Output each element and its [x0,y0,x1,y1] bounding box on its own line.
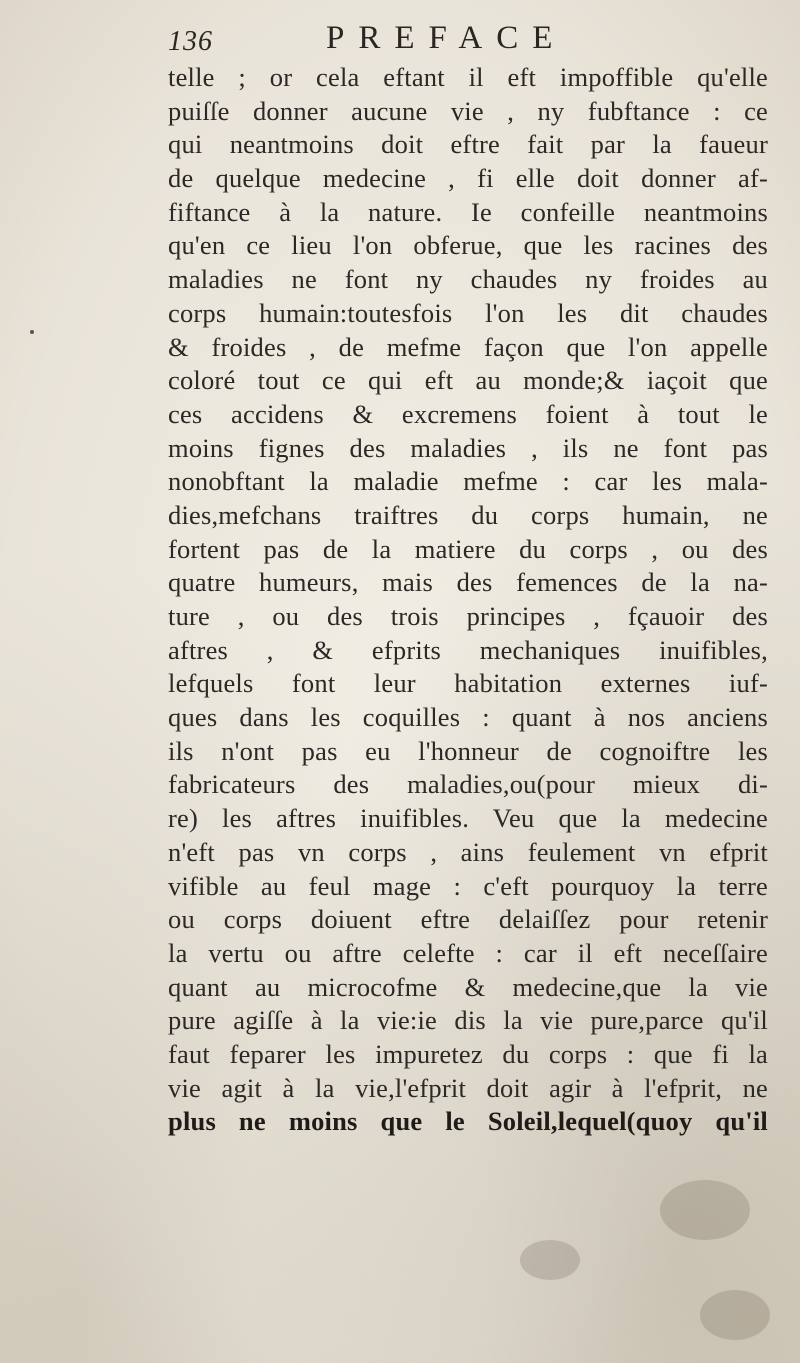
margin-ink-dot [30,330,34,334]
text-line: ou corps doiuent eftre delaiſſez pour retenir [168,904,768,935]
text-line: aftres , & efprits mechaniques inuifibles, [168,634,768,665]
text-line: ces accidens & excremens foient à tout le [168,398,768,429]
text-line: coloré tout ce qui eft au monde;& iaçoit que [168,365,768,396]
text-line: plus ne moins que le Soleil,lequel(quoy qu'il [168,1106,768,1137]
text-line: puiſſe donner aucune vie , ny fubftance : ce [168,95,768,126]
text-line: nonobftant la maladie mefme : car les mala- [168,466,768,497]
text-line: maladies ne font ny chaudes ny froides au [168,264,768,295]
text-line: ils n'ont pas eu l'honneur de cognoiftre les [168,735,768,766]
text-line: & froides , de mefme façon que l'on appelle [168,331,768,362]
page-header [168,18,638,58]
text-line: ture , ou des trois principes , fçauoir des [168,601,768,631]
body-text [168,61,768,1139]
text-line: vie agit à la vie,l'efprit doit agir à l'efprit, ne [168,1072,768,1103]
page-number: 136 [168,26,213,57]
text-line: fiftance à la nature. Ie confeille neantmoins [168,196,768,227]
text-line: telle ; or cela eftant il eft impoffible qu'elle [168,62,768,92]
text-line: n'eft pas vn corps , ains feulement vn efprit [168,836,768,867]
text-line: moins fignes des maladies , ils ne font pas [168,432,768,463]
text-line: fabricateurs des maladies,ou(pour mieux di- [168,769,768,800]
text-line: pure agiſſe à la vie:ie dis la vie pure,parce qu'il [168,1005,768,1036]
paper-stain [700,1290,770,1340]
text-line: lefquels font leur habitation externes iuf- [168,668,768,699]
text-line: dies,mefchans traiftres du corps humain, ne [168,499,768,530]
text-line: qu'en ce lieu l'on obferue, que les racines des [168,230,768,261]
text-line: la vertu ou aftre celefte : car il eft neceſſaire [168,937,768,968]
running-head: PREFACE [326,20,567,56]
text-line: faut feparer les impuretez du corps : que fi la [168,1038,768,1069]
text-line: corps humain:toutesfois l'on les dit chaudes [168,297,768,328]
text-line: ques dans les coquilles : quant à nos anciens [168,702,768,733]
text-line: re) les aftres inuifibles. Veu que la medecine [168,803,768,834]
text-line: vifible au feul mage : c'eft pourquoy la terre [168,870,768,901]
paper-stain [520,1240,580,1280]
text-line: quatre humeurs, mais des femences de la na- [168,567,768,598]
text-line: quant au microcofme & medecine,que la vie [168,971,768,1002]
text-line: de quelque medecine , fi elle doit donner af- [168,163,768,194]
text-line: fortent pas de la matiere du corps , ou des [168,533,768,564]
paper-stain [660,1180,750,1240]
text-line: qui neantmoins doit eftre fait par la faueur [168,129,768,160]
